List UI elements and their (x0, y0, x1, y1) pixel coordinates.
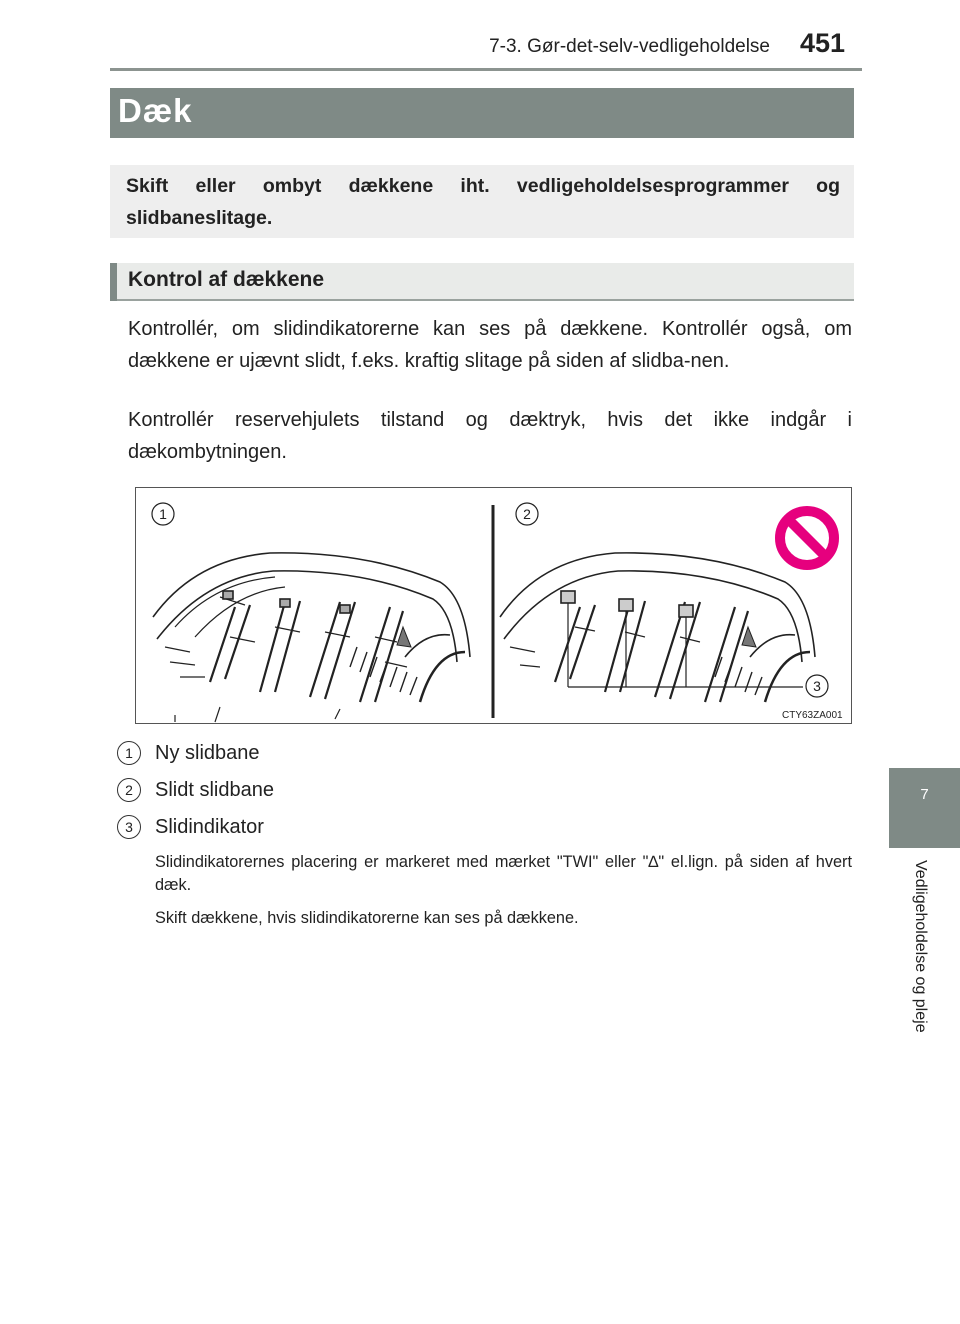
summary-text: Skift eller ombyt dækkene iht. vedligeholdelsesprogrammer og slidbaneslitage. (126, 175, 840, 229)
callout-3: 3 (813, 678, 821, 694)
chapter-tab (889, 768, 960, 848)
legend-label-new-tread: Ny slidbane (155, 742, 260, 764)
subheading-accent-bar (110, 263, 117, 301)
legend-label-worn-tread: Slidt slidbane (155, 779, 274, 801)
note-indicator-location: Slidindikatorernes placering er markeret med mærket "TWI" eller "∆" el.lign. på siden af hvert dæk. (155, 853, 852, 894)
page-number: 451 (800, 28, 846, 58)
tire-wear-figure (135, 487, 852, 724)
legend-number-3: 3 (117, 815, 141, 839)
chapter-side-label: Vedligeholdelse og pleje (912, 860, 929, 1033)
section-title: Dæk (118, 92, 193, 129)
note-replace-tires: Skift dækkene, hvis slidindikatorerne kan ses på dækkene. (155, 909, 579, 927)
subheading: Kontrol af dækkene (128, 268, 325, 291)
legend-number-2: 2 (117, 778, 141, 802)
callout-2: 2 (523, 506, 531, 522)
legend-number-1: 1 (117, 741, 141, 765)
figure-code: CTY63ZA001 (782, 710, 843, 721)
paragraph-wear-indicators: Kontrollér, om slidindikatorerne kan ses på dækkene. Kontrollér også, om dækkene er ujævnt slidt, f.eks. kraftig slitage på siden af slidba-nen. (128, 318, 852, 372)
legend-label-wear-indicator: Slidindikator (155, 816, 264, 838)
paragraph-spare-wheel: Kontrollér reservehjulets tilstand og dæktryk, hvis det ikke indgår i dækombytningen. (128, 409, 852, 463)
header-divider (110, 68, 862, 71)
chapter-tab-number: 7 (920, 786, 929, 803)
callout-1: 1 (159, 506, 167, 522)
section-banner (110, 88, 854, 138)
chapter-title: 7-3. Gør-det-selv-vedligeholdelse (489, 36, 770, 57)
